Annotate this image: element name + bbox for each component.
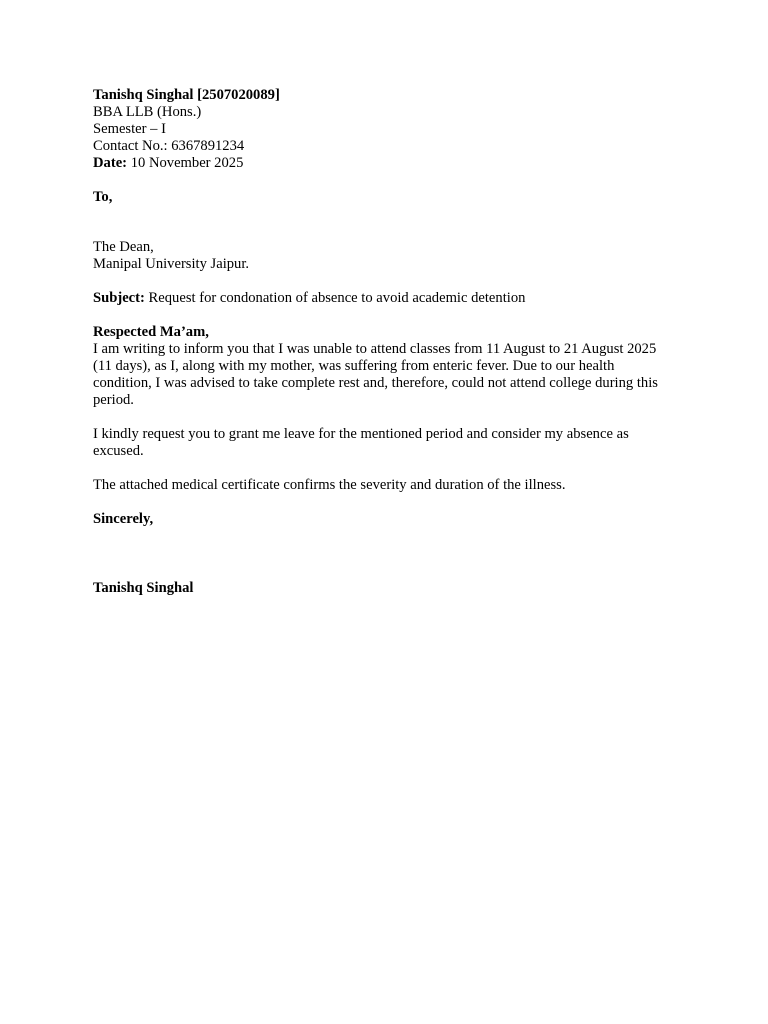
spacer (93, 206, 673, 239)
recipient-institution: Manipal University Jaipur. (93, 256, 250, 272)
spacer (93, 409, 673, 426)
letter-body (93, 87, 673, 597)
sender-semester: Semester – I (93, 121, 166, 137)
recipient-title: The Dean, (93, 239, 154, 255)
sender-name-id: Tanishq Singhal [2507020089] (93, 87, 280, 103)
salutation: Respected Ma’am, (93, 324, 209, 340)
spacer (93, 172, 673, 189)
sender-contact: Contact No.: 6367891234 (93, 138, 245, 154)
spacer (93, 307, 673, 324)
spacer (93, 494, 673, 511)
spacer (93, 460, 673, 477)
spacer (93, 528, 673, 580)
sender-program: BBA LLB (Hons.) (93, 104, 202, 120)
closing: Sincerely, (93, 511, 154, 527)
subject-line (93, 290, 673, 307)
subject-label: Subject: (93, 290, 145, 306)
subject-text: Request for condonation of absence to avoid academic detention (144, 290, 526, 306)
date-label: Date: (93, 155, 128, 171)
signature-name: Tanishq Singhal (93, 580, 194, 596)
spacer (93, 273, 673, 290)
body-paragraph-1: I am writing to inform you that I was unable to attend classes from 11 August to 21 August 2025 (11 days), as I, along with my mother, was suffering from enteric fever. Due to our health condition, I was advised to take complete rest and, therefore, could not attend college during this period. (93, 341, 658, 408)
date-value: 10 November 2025 (127, 155, 244, 171)
to-label: To, (93, 189, 113, 205)
letter-date (93, 155, 673, 172)
body-paragraph-2: I kindly request you to grant me leave for the mentioned period and consider my absence as excused. (93, 426, 629, 459)
body-paragraph-3: The attached medical certificate confirms the severity and duration of the illness. (93, 477, 566, 493)
